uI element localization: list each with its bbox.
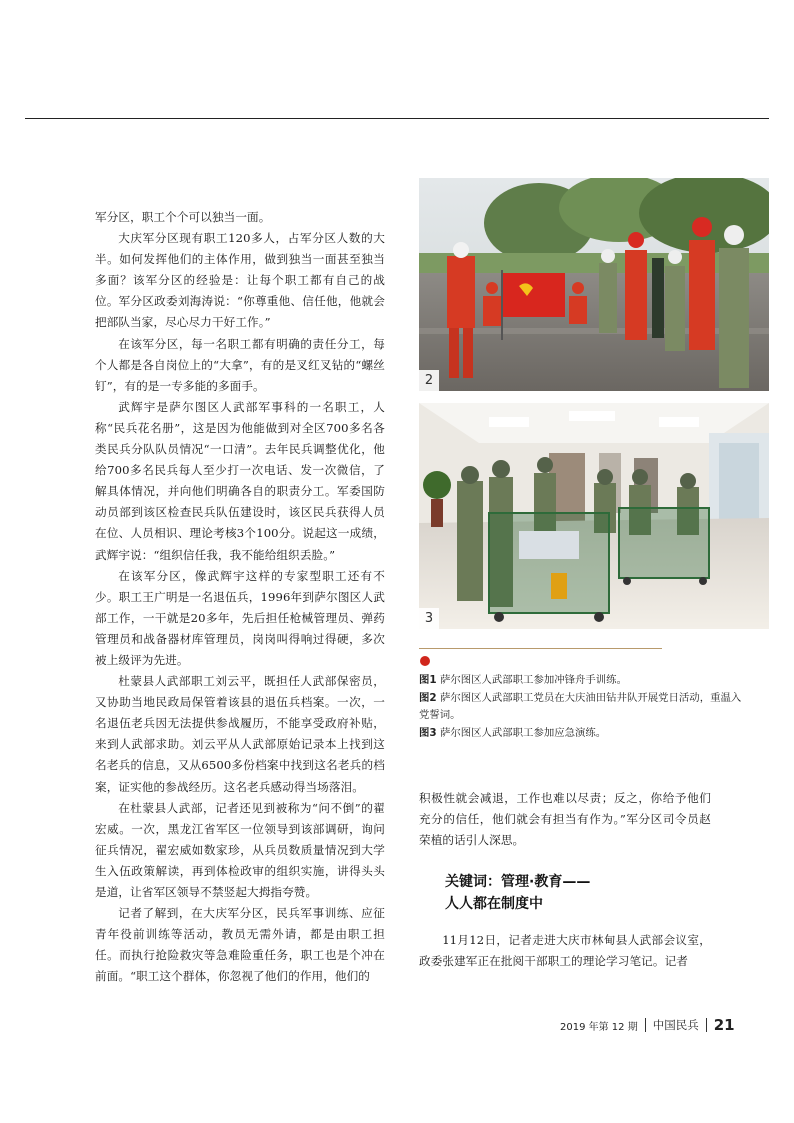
paragraph: 积极性就会减退，工作也难以尽责；反之，你给予他们充分的信任，他们就会有担当有作为。”军分区司令员赵荣植的话引人深思。 xyxy=(419,791,711,848)
paragraph: 记者了解到，在大庆军分区，民兵军事训练、应征青年役前训练等活动，教员无需外请，都是由职工担任。而执行抢险救灾等急难险重任务，职工也是个冲在前面。“职工这个群体，你忽视了他们的作用，他们的 xyxy=(95,906,385,984)
page-number: 21 xyxy=(713,1016,735,1034)
paragraph: 武辉宇是萨尔图区人武部军事科的一名职工，人称“民兵花名册”，这是因为他能做到对全区700多名各类民兵分队队员情况“一口清”。去年民兵调整优化，他给700多名民兵每人至少打一次电话、发一次微信，了解具体情况，并向他们明确各自的职责分工。军委国防动员部到该区检查民兵队伍建设时，该区民兵获得人员在位、人员相识、理论考核3个100分。说起这一成绩，武辉宇说：“组织信任我，我不能给组织丢脸。” xyxy=(95,399,385,562)
issue-label: 2019 年第 12 期 xyxy=(560,1021,638,1033)
photo-number-badge: 3 xyxy=(419,608,439,629)
photo-emergency-drill xyxy=(419,403,769,629)
header-rule xyxy=(25,118,769,119)
paragraph: 11月12日，记者走进大庆市林甸县人武部会议室，政委张建军正在批阅干部职工的理论学习笔记。记者 xyxy=(419,933,711,969)
photo-captions xyxy=(419,672,749,742)
section-heading xyxy=(445,871,590,915)
left-column xyxy=(95,207,385,987)
paragraph: 杜蒙县人武部职工刘云平，既担任人武部保密员，又协助当地民政局保管着该县的退伍兵档案。一次，一名退伍老兵因无法提供参战履历，不能享受政府补贴，来到人武部求助。刘云平从人武部原始记录本上找到这名老兵的信息，又从6500多份档案中找到这名老兵的档案，证实他的参战经历。这名老兵感动得当场落泪。 xyxy=(95,674,385,794)
section-heading-line: 人人都在制度中 xyxy=(445,896,543,912)
caption: 图1 萨尔图区人武部职工参加冲锋舟手训练。 xyxy=(419,674,627,686)
paragraph: 在该军分区，每一名职工都有明确的责任分工，每个人都是各自岗位上的“大拿”，有的是叉红叉钻的“螺丝钉”，有的是一专多能的多面手。 xyxy=(95,336,385,393)
magazine-name: 中国民兵 xyxy=(652,1018,699,1032)
paragraph: 在杜蒙县人武部，记者还见到被称为“问不倒”的翟宏威。一次，黑龙江省军区一位领导到该部调研，询问征兵情况，翟宏威如数家珍，从兵员数质量情况到大学生入伍政策解读，再到体检政审的组织实施，讲得头头是道，让省军区领导不禁竖起大拇指夸赞。 xyxy=(95,800,385,899)
paragraph: 军分区，职工个个可以独当一面。 xyxy=(95,210,271,224)
paragraph: 大庆军分区现有职工120多人，占军分区人数的大半。如何发挥他们的主体作用，做到独当一面甚至独当多面？该军分区的经验是：让每个职工都有自己的战位。军分区政委刘海涛说：“你尊重他、信任他，他就会把部队当家，尽心尽力干好工作。” xyxy=(95,231,385,330)
photo-number-badge: 2 xyxy=(419,370,439,391)
section-heading-line: 关键词：管理·教育—— xyxy=(445,874,591,890)
caption: 图3 萨尔图区人武部职工参加应急演练。 xyxy=(419,726,607,739)
page-footer xyxy=(560,1015,735,1035)
photo-oath-ceremony xyxy=(419,178,769,391)
footer-divider xyxy=(706,1018,707,1032)
right-column-continuation xyxy=(419,788,711,851)
right-column-paragraph xyxy=(419,930,711,972)
caption: 图2 萨尔图区人武部职工党员在大庆油田钻井队开展党日活动，重温入党誓词。 xyxy=(419,691,742,721)
paragraph: 在该军分区，像武辉宇这样的专家型职工还有不少。职工王广明是一名退伍兵，1996年到萨尔图区人武部工作，一干就是20多年，先后担任枪械管理员、弹药管理员和战备器材库管理员，岗岗叫得响过得硬，多次被上级评为先进。 xyxy=(95,568,385,667)
caption-rule xyxy=(419,648,662,649)
caption-bullet-icon xyxy=(420,656,430,666)
footer-divider xyxy=(645,1018,646,1032)
